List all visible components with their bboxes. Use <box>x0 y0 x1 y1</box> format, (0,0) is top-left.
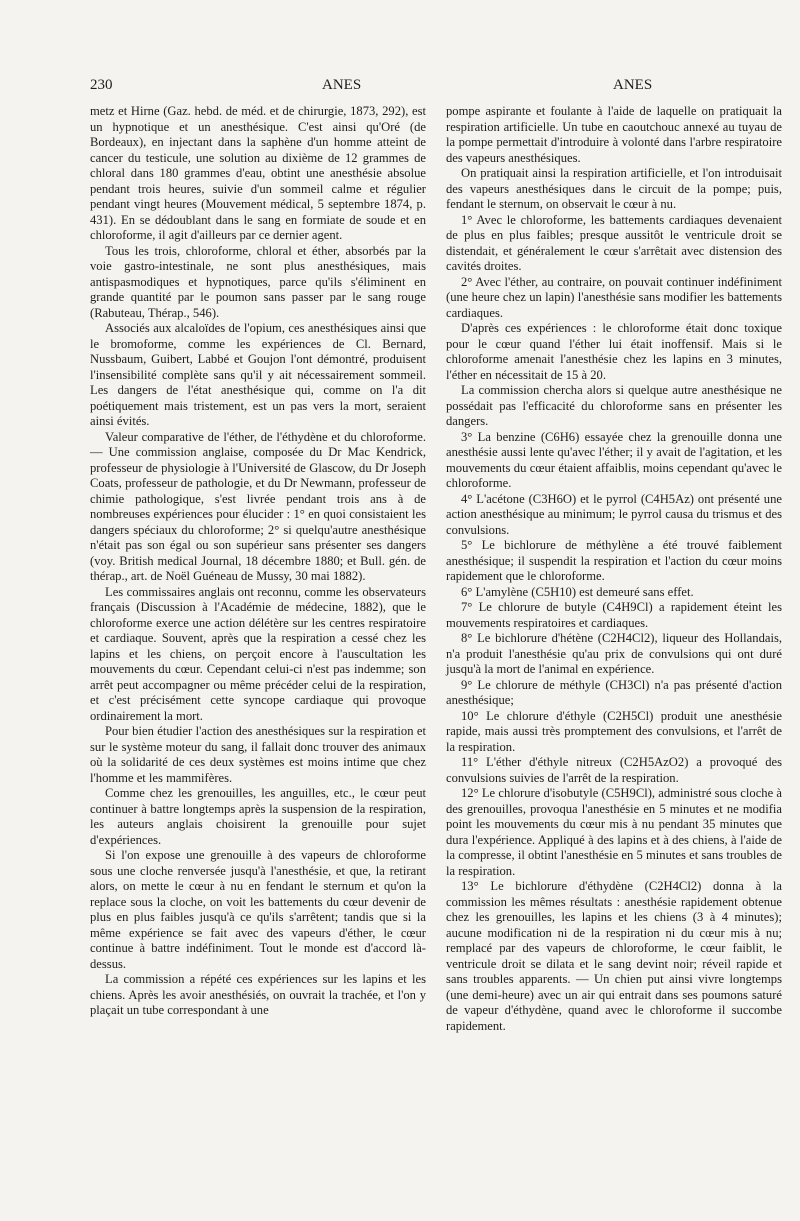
paragraph: 9° Le chlorure de méthyle (CH3Cl) n'a pas présenté d'action anesthésique; <box>446 677 782 707</box>
paragraph: 1° Avec le chloroforme, les battements cardiaques devenaient de plus en plus faibles; presque aussitôt le ventricule droit se distendait, et généralement le cœur s'arrêtait avec distension des cavités droites. <box>446 212 782 273</box>
paragraph: Tous les trois, chloroforme, chloral et éther, absorbés par la voie gastro-intestinale, ne sont plus anesthésiques, mais antispasmodiques et hypnotiques, parce qu'ils s'éliminent en grande quantité par le poumon sans passer par le sang rouge (Rabuteau, Thérap., 546). <box>90 243 426 320</box>
paragraph: Comme chez les grenouilles, les anguilles, etc., le cœur peut continuer à battre longtemps après la suspension de la respiration, les auteurs anglais choisirent la grenouille pour sujet d'expériences. <box>90 786 426 847</box>
running-title-left: ANES <box>322 77 362 93</box>
paragraph: 4° L'acétone (C3H6O) et le pyrrol (C4H5Az) ont présenté une action anesthésique au minimum; le pyrrol causa du trismus et des convulsions. <box>446 491 782 537</box>
paragraph: Valeur comparative de l'éther, de l'éthydène et du chloroforme. — Une commission anglaise, composée du Dr Mac Kendrick, professeur de physiologie à l'Université de Glascow, du Dr Joseph Coats, professeur de pathologie, et du Dr Newmann, professeur de chimie pathologique, s'est livrée pendant trois ans à de nombreuses expériences pour élucider : 1° en quoi consistaient les dangers spéciaux du chloroforme; 2° si quelqu'autre anesthésique n'était pas son égal ou son supérieur sans présenter ses dangers (voy. British medical Journal, 18 décembre 1880; et Bull. gén. de thérap., art. de Noël Guéneau de Mussy, 30 mai 1882). <box>90 429 426 583</box>
paragraph: 13° Le bichlorure d'éthydène (C2H4Cl2) donna à la commission les mêmes résultats : anesthésie rapidement obtenue chez les grenouilles, les lapins et les chiens (3 à 4 minutes); aucune modification ni de la respiration ni du cœur mis à nu; remplacé par des vapeurs de chloroforme, le cœur faiblit, le ventricule droit se dilata et le sang devint noir; réveil rapide et sans troubles apparents. — Un chien put ainsi vivre longtemps (une demi-heure) avec un air qui entrait dans ses poumons saturé de vapeur d'éthydène, quand avec le chloroforme il succombe rapidement. <box>446 879 782 1033</box>
running-header <box>90 77 780 99</box>
paragraph: 8° Le bichlorure d'hétène (C2H4Cl2), liqueur des Hollandais, n'a produit l'anesthésie qu'au prix de convulsions qui ont duré jusqu'à la mort de l'animal en expérience. <box>446 631 782 676</box>
left-column <box>90 104 426 1019</box>
paragraph: Les commissaires anglais ont reconnu, comme les observateurs français (Discussion à l'Académie de médecine, 1882), que le chloroforme exerce une action délétère sur les centres respiratoire et cardiaque. Souvent, après que la respiration a cessé chez les lapins et les chiens, on perçoit encore à l'auscultation les mouvements du cœur. Cependant celui-ci n'est pas indemme; son arrêt peut accompagner ou même précéder celui de la respiration, et c'est précisément cette syncope cardiaque qui provoque ordinairement la mort. <box>90 584 426 723</box>
running-title-right: ANES <box>613 77 653 93</box>
page-number: 230 <box>90 77 113 93</box>
paragraph: pompe aspirante et foulante à l'aide de laquelle on pratiquait la respiration artificielle. Un tube en caoutchouc annexé au tuyau de la pompe permettait d'introduire à volonté dans l'arbre respiratoire des vapeurs anesthésiques. <box>446 104 782 165</box>
paragraph: 7° Le chlorure de butyle (C4H9Cl) a rapidement éteint les mouvements respiratoires et cardiaques. <box>446 600 782 630</box>
paragraph: La commission a répété ces expériences sur les lapins et les chiens. Après les avoir anesthésiés, on ouvrait la trachée, et l'on y plaçait un tube correspondant à une <box>90 972 426 1017</box>
paragraph: Associés aux alcaloïdes de l'opium, ces anesthésiques ainsi que le bromoforme, comme les expériences de Cl. Bernard, Nussbaum, Guibert, Labbé et Goujon l'ont démontré, produisent l'insensibilité complète sans qu'il y ait nécessairement sommeil. Les dangers de l'état anesthésique qui, comme on l'a dit poétiquement mais tristement, est un pas vers la mort, seraient ainsi évités. <box>90 321 426 428</box>
paragraph: 3° La benzine (C6H6) essayée chez la grenouille donna une anesthésie aussi lente qu'avec l'éther; il y avait de l'agitation, et les mouvements du cœur étaient affaiblis, moins cependant qu'avec le chloroforme. <box>446 429 782 490</box>
paragraph: La commission chercha alors si quelque autre anesthésique ne possédait pas l'efficacité du chloroforme sans en présenter les dangers. <box>446 383 782 428</box>
paragraph: 2° Avec l'éther, au contraire, on pouvait continuer indéfiniment (une heure chez un lapin) l'anesthésie sans modifier les battements cardiaques. <box>446 274 782 320</box>
paragraph: 11° L'éther d'éthyle nitreux (C2H5AzO2) a provoqué des convulsions suivies de l'arrêt de la respiration. <box>446 755 782 785</box>
paragraph: Pour bien étudier l'action des anesthésiques sur la respiration et sur le système moteur du sang, il fallait donc trouver des animaux où la solidarité de ces deux systèmes est moins intime que chez l'homme et les mammifères. <box>90 724 426 785</box>
paragraph: metz et Hirne (Gaz. hebd. de méd. et de chirurgie, 1873, 292), est un hypnotique et un anesthésique. C'est ainsi qu'Oré (de Bordeaux), en injectant dans la saphène d'un homme atteint de cancer du testicule, une solution au dixième de 12 grammes de chloral dans 180 grammes d'eau, obtint une anesthésie absolue pendant trois heures, suivie d'un sommeil calme et régulier pendant vingt heures (Mouvement médical, 5 septembre 1874, p. 431). En se dédoublant dans le sang en formiate de soude et en chloroforme, il agit d'ailleurs par ce dernier agent. <box>90 104 426 242</box>
paragraph: 10° Le chlorure d'éthyle (C2H5Cl) produit une anesthésie rapide, mais aussi très promptement des convulsions, et l'arrêt de la respiration. <box>446 708 782 754</box>
paragraph: Si l'on expose une grenouille à des vapeurs de chloroforme sous une cloche renversée jusqu'à l'anesthésie, et que, la retirant alors, on mette le cœur à nu en fendant le sternum et qu'on la replace sous la cloche, on voit les battements du cœur devenir de plus en plus faibles jusqu'à ce qu'ils s'arrêtent; tandis que si la même expérience se fait avec des vapeurs d'éther, le cœur continue à battre indéfiniment. Tout le monde est d'accord là-dessus. <box>90 848 426 971</box>
paragraph: D'après ces expériences : le chloroforme était donc toxique pour le cœur quand l'éther lui était inoffensif. Mais si le chloroforme amenait l'anesthésie chez les lapins en 3 minutes, l'éther en nécessitait de 15 à 20. <box>446 321 782 382</box>
right-column <box>446 104 782 1034</box>
paragraph: 5° Le bichlorure de méthylène a été trouvé faiblement anesthésique; il suspendit la respiration et l'action du cœur moins rapidement que le chloroforme. <box>446 538 782 583</box>
paragraph: 12° Le chlorure d'isobutyle (C5H9Cl), administré sous cloche à des grenouilles, provoqua l'anesthésie en 5 minutes et ne modifia point les mouvements du cœur mis à nu pendant 35 minutes que dura l'expérience. Appliqué à des lapins et à des chiens, à l'aide de la compresse, il obtint l'anesthésie en 5 minutes et sans troubles de la respiration. <box>446 786 782 878</box>
paragraph: On pratiquait ainsi la respiration artificielle, et l'on introduisait des vapeurs anesthésiques dans le circuit de la pompe; puis, fendant le sternum, on observait le cœur à nu. <box>446 166 782 211</box>
paragraph: 6° L'amylène (C5H10) est demeuré sans effet. <box>461 584 694 599</box>
